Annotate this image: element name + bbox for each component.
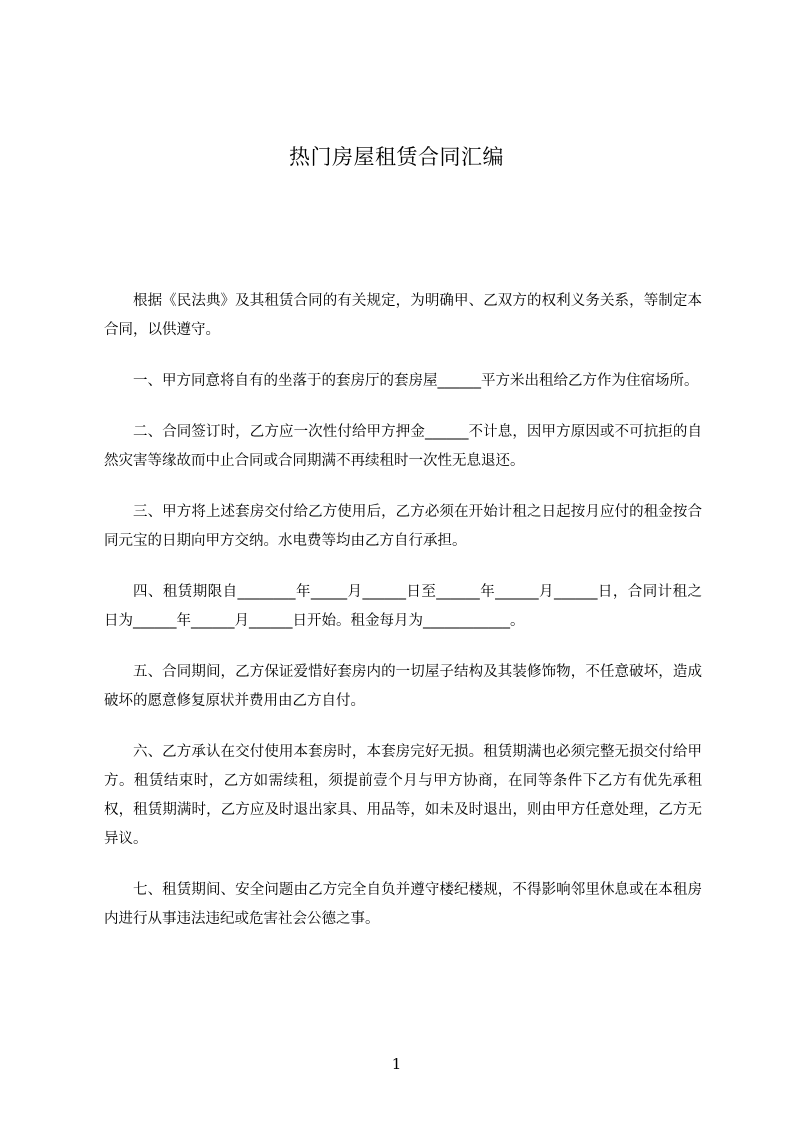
clause-3: 三、甲方将上述套房交付给乙方使用后，乙方必须在开始计租之日起按月应付的租金按合同元宝的日期向甲方交纳。水电费等均由乙方自行承担。 xyxy=(104,504,702,549)
clause-4: 四、租赁期限自________年_____月______日至______年______月______日，合同计租之日为______年______月______日开始。租金每月为____________。 xyxy=(104,584,702,629)
page-number: 1 xyxy=(391,1055,402,1073)
clause-6: 六、乙方承认在交付使用本套房时，本套房完好无损。租赁期满也必须完整无损交付给甲方。租赁结束时，乙方如需续租，须提前壹个月与甲方协商，在同等条件下乙方有优先承租权，租赁期满时，乙方应及时退出家具、用品等，如未及时退出，则由甲方任意处理，乙方无异议。 xyxy=(104,744,702,847)
document-body xyxy=(104,287,702,956)
clause-5: 五、合同期间，乙方保证爱惜好套房内的一切屋子结构及其装修饰物，不任意破坏，造成破坏的愿意修复原状并费用由乙方自付。 xyxy=(104,664,702,709)
document-title: 热门房屋租赁合同汇编 xyxy=(289,145,504,169)
clause-7: 七、租赁期间、安全问题由乙方完全自负并遵守楼纪楼规，不得影响邻里休息或在本租房内进行从事违法违纪或危害社会公德之事。 xyxy=(104,882,702,927)
clause-1: 一、甲方同意将自有的坐落于的套房厅的套房屋______平方米出租给乙方作为住宿场所。 xyxy=(133,373,699,389)
clause-2: 二、合同签订时，乙方应一次性付给甲方押金______不计息，因甲方原因或不可抗拒的自然灾害等缘故而中止合同或合同期满不再续租时一次性无息退还。 xyxy=(104,424,702,469)
paragraph-intro: 根据《民法典》及其租赁合同的有关规定，为明确甲、乙双方的权利义务关系，等制定本合同，以供遵守。 xyxy=(104,293,702,338)
